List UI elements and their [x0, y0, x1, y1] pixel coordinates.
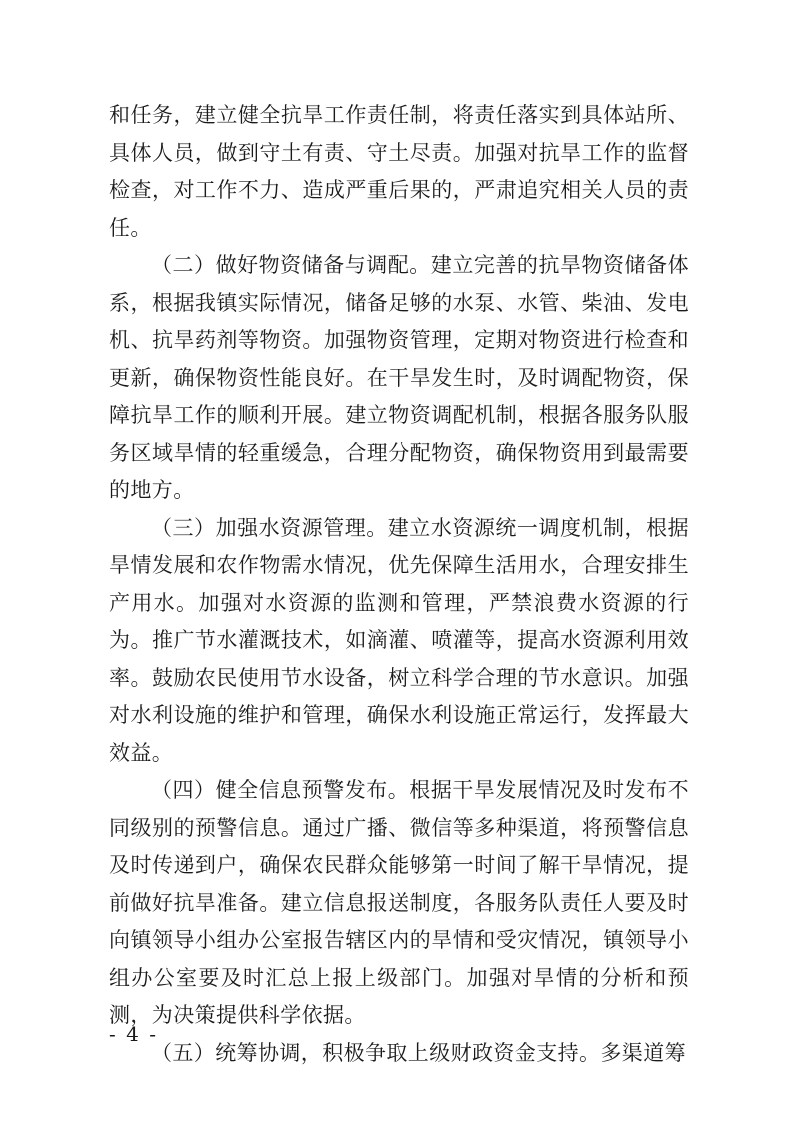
document-body: [109, 97, 689, 1072]
page-number: - 4 -: [109, 1022, 158, 1046]
paragraph-water-management: （三）加强水资源管理。建立水资源统一调度机制，根据旱情发展和农作物需水情况，优先保障生活用水，合理安排生产用水。加强对水资源的监测和管理，严禁浪费水资源的行为。推广节水灌溉技术，如滴灌、喷灌等，提高水资源利用效率。鼓励农民使用节水设备，树立科学合理的节水意识。加强对水利设施的维护和管理，确保水利设施正常运行，发挥最大效益。: [109, 515, 689, 765]
paragraph-material-reserve: （二）做好物资储备与调配。建立完善的抗旱物资储备体系，根据我镇实际情况，储备足够的水泵、水管、柴油、发电机、抗旱药剂等物资。加强物资管理，定期对物资进行检查和更新，确保物资性能良好。在干旱发生时，及时调配物资，保障抗旱工作的顺利开展。建立物资调配机制，根据各服务队服务区域旱情的轻重缓急，合理分配物资，确保物资用到最需要的地方。: [109, 253, 689, 502]
paragraph-continuation: 和任务，建立健全抗旱工作责任制，将责任落实到具体站所、具体人员，做到守土有责、守土尽责。加强对抗旱工作的监督检查，对工作不力、造成严重后果的，严肃追究相关人员的责任。: [109, 103, 689, 240]
paragraph-funding-coordination: （五）统筹协调，积极争取上级财政资金支持。多渠道筹: [151, 1040, 686, 1065]
paragraph-warning-release: （四）健全信息预警发布。根据干旱发展情况及时发布不同级别的预警信息。通过广播、微信等多种渠道，将预警信息及时传递到户，确保农民群众能够第一时间了解干旱情况，提前做好抗旱准备。建立信息报送制度，各服务队责任人要及时向镇领导小组办公室报告辖区内的旱情和受灾情况，镇领导小组办公室要及时汇总上报上级部门。加强对旱情的分析和预测，为决策提供科学依据。: [109, 778, 689, 1027]
